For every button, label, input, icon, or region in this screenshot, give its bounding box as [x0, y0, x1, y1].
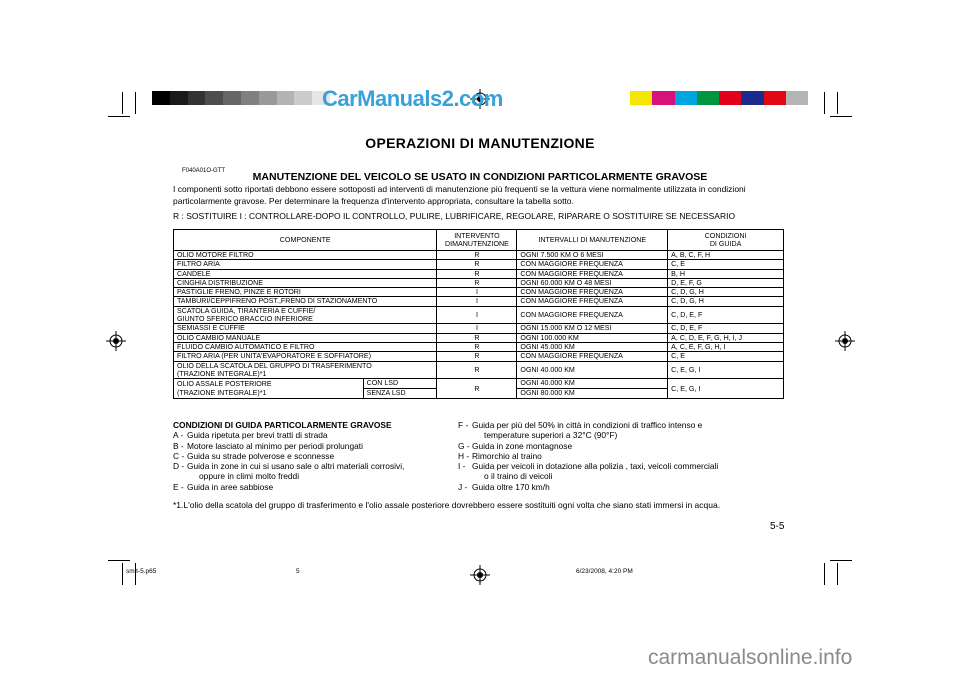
gray-swatch: [205, 91, 223, 105]
header-conditions-line1: CONDIZIONI: [704, 232, 747, 240]
color-swatch: [719, 91, 741, 105]
cell-action: I: [437, 324, 517, 333]
condition-item: [458, 461, 748, 471]
intro-line-1: I componenti sotto riportati debbono essere sottoposti ad interventi di manutenzione più frequenti se la vettura viene normalmente utilizzata in condizioni: [173, 184, 746, 194]
cell-interval: OGNI 15.000 KM O 12 MESI: [517, 324, 668, 333]
table-row: [174, 352, 784, 361]
intro-line-2: particolarmente gravose. Per determinare la frequenza d'intervento appropriata, consultare la tabella sotto.: [173, 196, 574, 206]
cell-component: [174, 306, 437, 324]
condition-key: J -: [458, 481, 468, 492]
legend: R : SOSTITUIRE I : CONTROLLARE-DOPO IL CONTROLLO, PULIRE, LUBRIFICARE, REGOLARE, RIPARARE O SOSTITUIRE SE NECESSARIO: [173, 211, 736, 221]
cell-action: R: [437, 260, 517, 269]
condition-key: H -: [458, 450, 470, 461]
table-row: [174, 297, 784, 306]
gray-swatch: [277, 91, 295, 105]
condition-key: G -: [458, 440, 470, 451]
color-swatch: [786, 91, 808, 105]
table-row: [174, 324, 784, 333]
cell-component-line1: SCATOLA GUIDA, TIRANTERIA E CUFFIE/: [177, 306, 316, 315]
cell-interval: OGNI 45.000 KM: [517, 342, 668, 351]
condition-text: temperature superiori a 32°C (90°F): [484, 430, 618, 441]
condition-text: Motore lasciato al minimo per periodi prolungati: [187, 440, 363, 451]
cell-interval: OGNI 40.000 KM: [517, 361, 668, 379]
color-swatch: [741, 91, 763, 105]
gray-swatch: [223, 91, 241, 105]
cell-conditions: C, E, G, I: [668, 361, 784, 379]
condition-text: Guida per più del 50% in città in condizioni di traffico intenso e: [472, 420, 703, 430]
condition-key: D -: [173, 461, 185, 472]
cell-component: TAMBURI/CEPPIFRENO POST.,FRENO DI STAZIONAMENTO: [174, 297, 437, 306]
watermark-bottom[interactable]: carmanualsonline.info: [648, 646, 853, 669]
cell-action: R: [437, 379, 517, 399]
crop-mark: [135, 92, 136, 114]
crop-mark: [108, 116, 130, 117]
conditions-left: [173, 420, 463, 492]
watermark-top[interactable]: CarManuals2.com: [322, 86, 503, 111]
footer-page: 5: [296, 568, 300, 575]
cell-conditions: C, D, E, F: [668, 306, 784, 324]
cell-component: CINGHIA DISTRIBUZIONE: [174, 278, 437, 287]
cell-interval: CON MAGGIORE FREQUENZA: [517, 352, 668, 361]
cell-component-line1: OLIO DELLA SCATOLA DEL GRUPPO DI TRASFERIMENTO: [177, 361, 372, 370]
condition-key: [173, 471, 187, 481]
header-interval: INTERVALLI DI MANUTENZIONE: [517, 230, 668, 251]
table-row: [174, 251, 784, 260]
cell-component-line1: OLIO ASSALE POSTERIORE: [177, 380, 272, 389]
condition-key: E -: [173, 481, 184, 492]
cell-conditions: B, H: [668, 269, 784, 278]
header-conditions: [668, 230, 784, 251]
cell-conditions: C, E, G, I: [668, 379, 784, 399]
cell-sub-line2: SENZA LSD: [366, 389, 406, 398]
crop-mark: [824, 92, 825, 114]
condition-text: Guida per veicoli in dotazione alla polizia , taxi, veicoli commerciali: [472, 461, 719, 472]
cell-action: R: [437, 342, 517, 351]
table-row: [174, 379, 784, 399]
header-component: COMPONENTE: [174, 230, 437, 251]
cell-action: R: [437, 251, 517, 260]
crop-mark: [824, 563, 825, 585]
condition-item: [173, 430, 463, 440]
header-conditions-line2: DI GUIDA: [709, 240, 742, 248]
table-row: [174, 361, 784, 379]
color-swatch: [697, 91, 719, 105]
condition-item: [173, 471, 463, 481]
condition-key: A -: [173, 430, 184, 441]
header-intervention-line2: DIMANUTENZIONE: [445, 240, 509, 248]
page-title: OPERAZIONI DI MANUTENZIONE: [365, 135, 595, 151]
condition-item: [173, 461, 463, 471]
gray-swatch: [294, 91, 312, 105]
condition-item: [458, 482, 748, 492]
cell-conditions: A, B, C, F, H: [668, 251, 784, 260]
condition-text: Guida su strade polverose e sconnesse: [187, 450, 335, 461]
cell-action: I: [437, 288, 517, 297]
condition-item: [173, 441, 463, 451]
table-header-row: [174, 230, 784, 251]
condition-text: Guida in zone in cui si usano sale o altri materiali corrosivi,: [187, 461, 405, 472]
condition-key: B -: [173, 440, 184, 451]
table-row: [174, 269, 784, 278]
gray-swatch: [152, 91, 170, 105]
cell-action: I: [437, 297, 517, 306]
cell-component: FILTRO ARIA (PER UNITA'EVAPORATORE E SOFFIATORE): [174, 352, 437, 361]
color-swatch: [675, 91, 697, 105]
condition-item: [173, 451, 463, 461]
cell-interval: OGNI 7.500 KM O 6 MESI: [517, 251, 668, 260]
cell-interval: CON MAGGIORE FREQUENZA: [517, 306, 668, 324]
cell-component-line2: (TRAZIONE INTEGRALE)*1: [177, 388, 267, 397]
condition-text: Rimorchio al traino: [472, 450, 542, 461]
cell-component-line2: (TRAZIONE INTEGRALE)*1: [177, 369, 267, 378]
footnote: *1.L'olio della scatola del gruppo di trasferimento e l'olio assale posteriore dovrebbero essere sostituiti ogni volta che siano stati immersi in acqua.: [173, 500, 721, 510]
cell-action: I: [437, 306, 517, 324]
cell-component: SEMIASSI E CUFFIE: [174, 324, 437, 333]
conditions-title: CONDIZIONI DI GUIDA PARTICOLARMENTE GRAVOSE: [173, 420, 392, 430]
cell-action: R: [437, 352, 517, 361]
cell-interval-line1: OGNI 40.000 KM: [517, 379, 667, 389]
cell-component: CANDELE: [174, 269, 437, 278]
cell-conditions: C, D, G, H: [668, 288, 784, 297]
condition-item: [173, 482, 463, 492]
cell-interval: [517, 379, 668, 399]
cell-action: R: [437, 269, 517, 278]
cell-conditions: C, E: [668, 260, 784, 269]
crop-mark: [830, 560, 852, 561]
crop-mark: [837, 563, 838, 585]
gray-swatch: [241, 91, 259, 105]
cell-component: PASTIGLIE FRENO, PINZE E ROTORI: [174, 288, 437, 297]
footer-date: 6/23/2008, 4:20 PM: [576, 568, 633, 575]
page-number: 5-5: [770, 521, 785, 532]
color-swatch: [630, 91, 652, 105]
maintenance-table: [173, 229, 784, 399]
registration-target-icon: [106, 331, 126, 351]
table-row: [174, 260, 784, 269]
crop-mark: [830, 116, 852, 117]
cell-sub: [363, 379, 437, 399]
cell-component: OLIO MOTORE FILTRO: [174, 251, 437, 260]
condition-key: F -: [458, 420, 469, 430]
cell-interval: CON MAGGIORE FREQUENZA: [517, 297, 668, 306]
condition-text: Guida in zone montagnose: [472, 440, 573, 451]
crop-mark: [837, 92, 838, 114]
gray-swatch: [170, 91, 188, 105]
cell-conditions: A, C, E, F, G, H, I: [668, 342, 784, 351]
color-swatch-bar: [630, 91, 808, 105]
condition-key: [458, 471, 472, 481]
condition-text: Guida oltre 170 km/h: [472, 481, 550, 492]
cell-interval-line2: OGNI 80.000 KM: [520, 389, 575, 398]
crop-mark: [122, 92, 123, 114]
cell-interval: OGNI 60.000 KM O 48 MESI: [517, 278, 668, 287]
condition-key: [458, 430, 472, 440]
gray-swatch: [188, 91, 206, 105]
condition-text: oppure in climi molto freddi: [199, 471, 300, 482]
grayscale-bar: [152, 91, 330, 105]
crop-mark: [108, 560, 130, 561]
cell-interval: CON MAGGIORE FREQUENZA: [517, 288, 668, 297]
conditions-right: [458, 420, 748, 492]
cell-action: R: [437, 333, 517, 342]
table-row: [174, 342, 784, 351]
condition-text: Guida ripetuta per brevi tratti di strada: [187, 430, 328, 441]
table-row: [174, 306, 784, 324]
cell-action: R: [437, 361, 517, 379]
cell-component: FLUIDO CAMBIO AUTOMATICO E FILTRO: [174, 342, 437, 351]
cell-interval: OGNI 100.000 KM: [517, 333, 668, 342]
registration-target-icon: [835, 331, 855, 351]
condition-key: I -: [458, 461, 466, 472]
section-title: MANUTENZIONE DEL VEICOLO SE USATO IN CONDIZIONI PARTICOLARMENTE GRAVOSE: [252, 171, 708, 183]
cell-sub-line1: CON LSD: [364, 379, 437, 389]
color-swatch: [764, 91, 786, 105]
cell-component: [174, 379, 364, 399]
table-row: [174, 288, 784, 297]
crop-mark: [122, 563, 123, 585]
table-row: [174, 278, 784, 287]
cell-interval: CON MAGGIORE FREQUENZA: [517, 260, 668, 269]
cell-component: FILTRO ARIA: [174, 260, 437, 269]
table-row: [174, 333, 784, 342]
gray-swatch: [259, 91, 277, 105]
condition-text: o il traino di veicoli: [484, 471, 553, 482]
footer-file: smit-5.p65: [126, 568, 157, 575]
section-code: F040A01O-GTT: [182, 168, 226, 174]
cell-conditions: D, E, F, G: [668, 278, 784, 287]
condition-item: [458, 430, 748, 440]
cell-component: [174, 361, 437, 379]
condition-key: C -: [173, 450, 185, 461]
condition-item: [458, 471, 748, 481]
cell-conditions: C, D, E, F: [668, 324, 784, 333]
condition-item: [458, 420, 748, 430]
registration-target-icon: [470, 565, 490, 585]
cell-conditions: C, E: [668, 352, 784, 361]
cell-component-line2: GIUNTO SFERICO BRACCIO INFERIORE: [177, 315, 313, 324]
condition-item: [458, 441, 748, 451]
cell-conditions: C, D, G, H: [668, 297, 784, 306]
color-swatch: [652, 91, 674, 105]
cell-conditions: A, C, D, E, F, G, H, I, J: [668, 333, 784, 342]
header-intervention: [437, 230, 517, 251]
condition-text: Guida in aree sabbiose: [187, 481, 274, 492]
cell-component: OLIO CAMBIO MANUALE: [174, 333, 437, 342]
condition-item: [458, 451, 748, 461]
header-intervention-line1: INTERVENTO: [454, 232, 500, 240]
cell-action: R: [437, 278, 517, 287]
cell-interval: CON MAGGIORE FREQUENZA: [517, 269, 668, 278]
